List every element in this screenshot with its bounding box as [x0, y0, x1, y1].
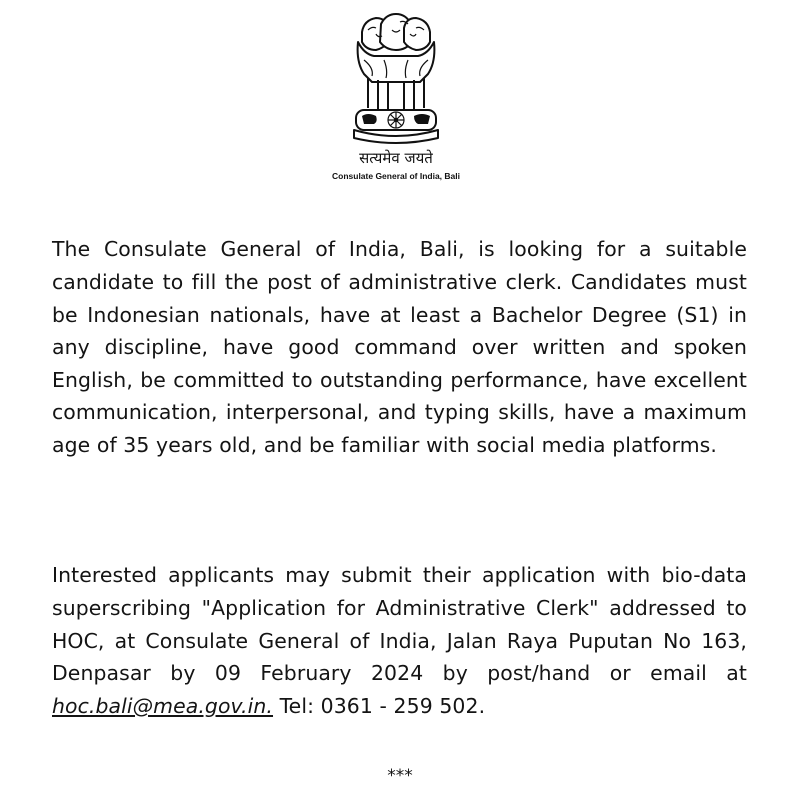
- email-link[interactable]: hoc.bali@mea.gov.in.: [52, 693, 274, 718]
- application-instructions: [52, 559, 747, 722]
- end-mark: ***: [387, 766, 413, 786]
- vacancy-description: The Consulate General of India, Bali, is looking for a suitable candidate to fill the post of administrative clerk. Candidates must be Indonesian nationals, have at least a Bachelor Degree (S1) in any discipline, have good command over written and spoken English, be committed to outstanding performance, have excellent communication, interpersonal, and typing skills, have a maximum age of 35 years old, and be familiar with social media platforms.: [52, 237, 747, 457]
- national-emblem-icon: [348, 12, 444, 148]
- office-name: Consulate General of India, Bali: [332, 171, 460, 181]
- contact-telephone: Tel: 0361 - 259 502.: [273, 693, 486, 718]
- application-instructions-text: Interested applicants may submit their application with bio-data superscribing "Application for Administrative Clerk" addressed to HOC, at Consulate General of India, Jalan Raya Puputan No 163, Denpasar by 09 February 2024 by post/hand or email at: [52, 563, 747, 686]
- national-motto: सत्यमेव जयते: [359, 149, 433, 167]
